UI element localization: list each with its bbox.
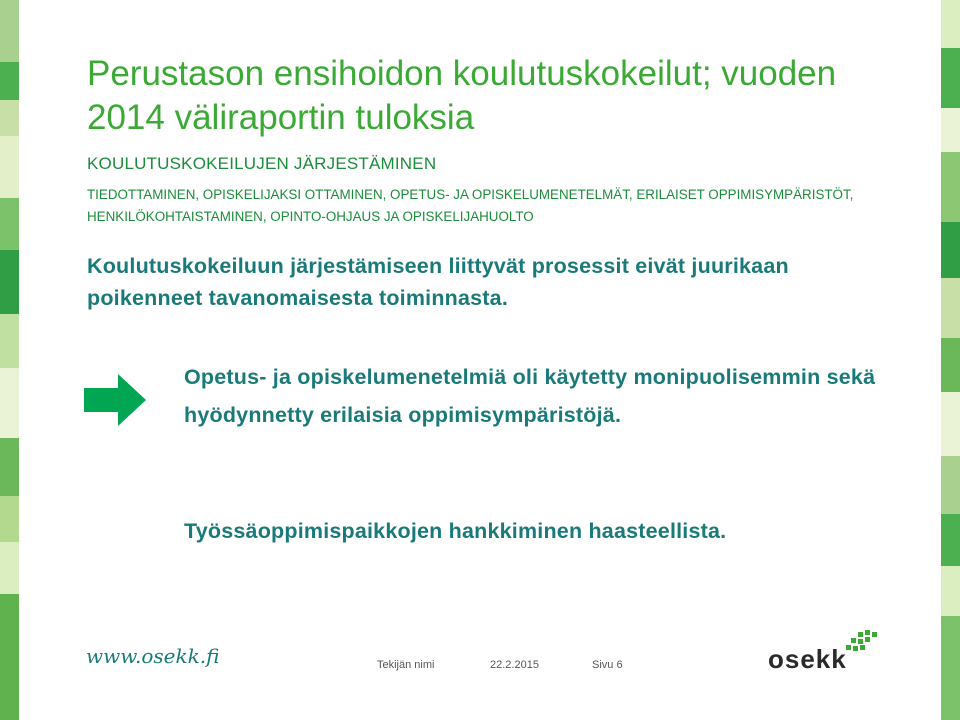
footer-website[interactable]: www.osekk.fi <box>86 644 220 668</box>
paragraph-methods: Opetus- ja opiskelumenetelmiä oli käytetty monipuolisemmin sekä hyödynnetty erilaisia oppimisympäristöjä. <box>184 365 876 427</box>
right-arrow-icon <box>84 374 146 426</box>
footer-date: 22.2.2015 <box>490 659 539 671</box>
paragraph-workplaces: Työssäoppimispaikkojen hankkiminen haasteellista. <box>184 519 727 543</box>
topics-list: TIEDOTTAMINEN, OPISKELIJAKSI OTTAMINEN, OPETUS- JA OPISKELUMENETELMÄT, ERILAISET OPPIMISYMPÄRISTÖT, HENKILÖKOHTAISTAMINEN, OPINTO-OHJAUS JA OPISKELIJAHUOLTO <box>87 187 854 224</box>
logo-text: osekk <box>768 644 847 674</box>
footer-page-number: Sivu 6 <box>592 659 623 671</box>
section-subtitle: KOULUTUSKOKEILUJEN JÄRJESTÄMINEN <box>87 154 437 173</box>
footer-author: Tekijän nimi <box>377 659 435 671</box>
left-decorative-stripe <box>0 0 19 720</box>
osekk-logo <box>768 628 880 674</box>
paragraph-processes: Koulutuskokeiluun järjestämiseen liittyvät prosessit eivät juurikaan poikenneet tavanomaisesta toiminnasta. <box>87 254 789 310</box>
right-decorative-stripe <box>941 0 960 720</box>
slide-title: Perustason ensihoidon koulutuskokeilut; vuoden 2014 väliraportin tuloksia <box>87 54 837 137</box>
